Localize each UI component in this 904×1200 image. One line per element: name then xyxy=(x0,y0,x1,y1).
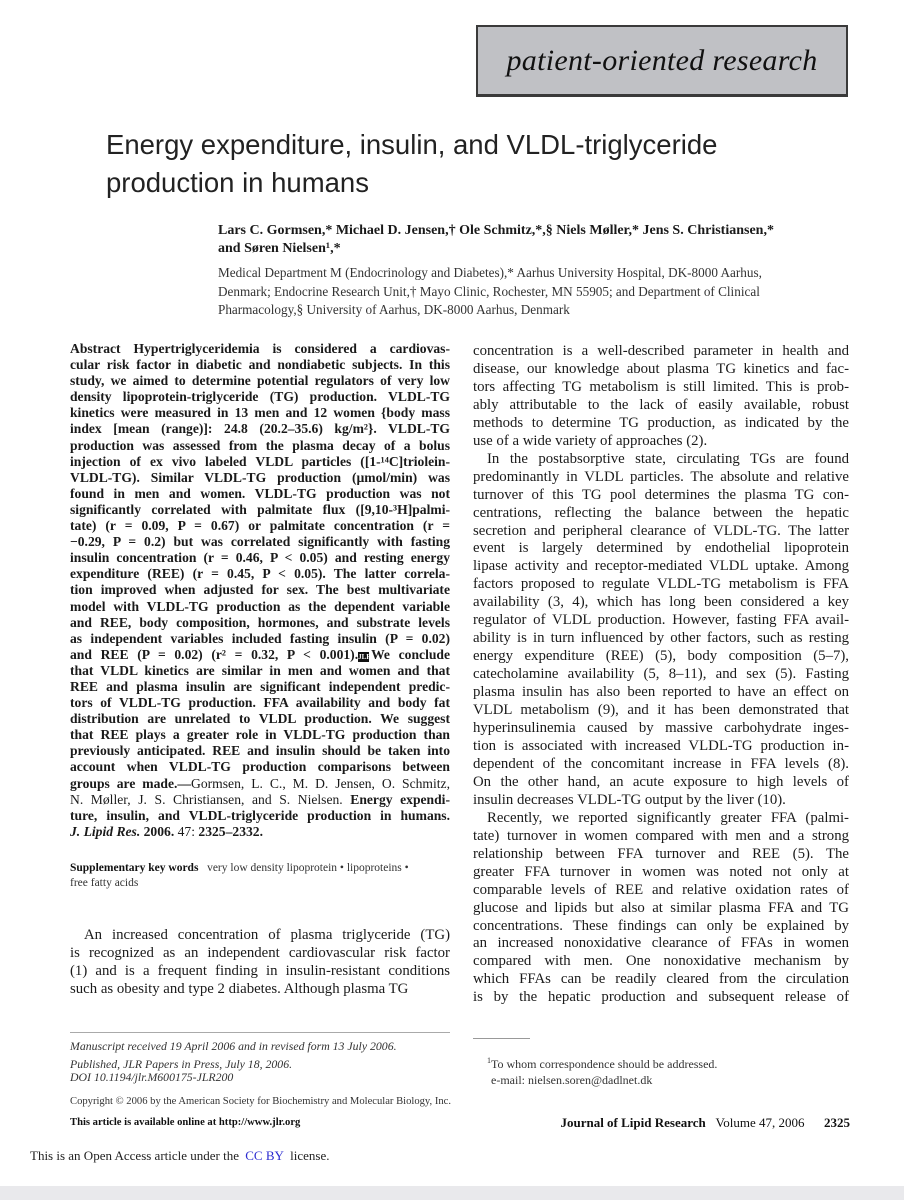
text-line: insulin concentration (r = 0.46, P < 0.05) and resting energy xyxy=(70,550,450,566)
text-line: tion is associated with increased VLDL-TG production in- xyxy=(473,737,849,754)
text-line: VLDL-TG). Similar VLDL-TG production (µmol/min) was xyxy=(70,469,450,485)
received-note: Manuscript received 19 April 2006 and in revised form 13 July 2006. xyxy=(70,1039,397,1053)
text-line: centrations, reflecting the balance between the hepatic xyxy=(473,504,849,521)
text-line: use of a wide variety of approaches (2). xyxy=(473,432,708,449)
text-line: glucose and lipids but also at similar plasma FFA and TG xyxy=(473,899,849,916)
text-line: significantly correlated with palmitate flux ([9,10-³H]palmi- xyxy=(70,501,450,517)
author-list xyxy=(218,222,858,258)
bottom-bar xyxy=(0,1186,904,1200)
text-segment: J. Lipid Res. xyxy=(70,823,141,839)
page-number: 2325 xyxy=(824,1115,850,1130)
text-line: tate) (r = 0.09, P = 0.67) or palmitate concentration (r = xyxy=(70,518,450,534)
text-line xyxy=(70,776,450,792)
text-line: injection of ex vivo labeled VLDL particles ([1-¹⁴C]triolein- xyxy=(70,453,450,469)
text-line: REE and plasma insulin are significant independent predic- xyxy=(70,678,450,694)
correspondence-footnote xyxy=(487,1053,717,1088)
text-segment: N. Møller, J. S. Christiansen, and S. Nielsen. xyxy=(70,791,351,807)
text-line: such as obesity and type 2 diabetes. Although plasma TG xyxy=(70,981,409,997)
text-line: which FFAs can be readily cleared from the circulation xyxy=(473,971,849,988)
text-line: distribution are unrelated to VLDL production. We suggest xyxy=(70,711,450,727)
text-line: relationship between FFA turnover and REE (5). The xyxy=(473,845,849,862)
jlr-supplementary-icon: JLR xyxy=(358,652,372,661)
text-segment: 2006. xyxy=(140,823,178,839)
correspondence-email[interactable]: e-mail: nielsen.soren@dadlnet.dk xyxy=(491,1073,653,1087)
text-line: concentrations. These findings can only be explained by xyxy=(473,917,849,934)
text-line: previously anticipated. REE and insulin should be taken into xyxy=(70,743,450,759)
keywords-text: very low density lipoprotein • lipoproteins • xyxy=(207,862,409,874)
text-line: ably attributable to the lack of easily available, robust xyxy=(473,396,849,413)
text-line: tate) turnover in women compared with men and a strong xyxy=(473,827,849,844)
text-line: factors proposed to regulate VLDL-TG metabolism is FFA xyxy=(473,576,849,593)
text-line: comparable levels of REE and relative oxidation rates of xyxy=(473,881,849,898)
supplementary-keywords xyxy=(70,861,450,891)
title-line: Energy expenditure, insulin, and VLDL-triglyceride xyxy=(106,129,718,160)
footnote-divider xyxy=(70,1032,450,1033)
text-line: account when VLDL-TG production comparisons between xyxy=(70,759,450,775)
text-line: On the other hand, an acute exposure to high levels of xyxy=(473,773,849,790)
text-line: density lipoprotein-triglyceride (TG) production. VLDL-TG xyxy=(70,389,450,405)
text-line: plasma insulin has also been reported to have an effect on xyxy=(473,684,849,701)
text-line xyxy=(70,824,450,840)
text-line: as independent variables included fasting insulin (P = 0.02) xyxy=(70,630,450,646)
journal-volume: Volume 47, 2006 xyxy=(715,1115,805,1130)
text-line: greater FFA turnover in women was noted not only at xyxy=(473,863,849,880)
correspondence-text: To whom correspondence should be addressed. xyxy=(491,1057,718,1071)
text-line: event is largely determined by endothelial lipoprotein xyxy=(473,540,849,557)
text-line: study, we aimed to determine potential regulators of very low xyxy=(70,373,450,389)
text-line: production was assessed from the plasma decay of a bolus xyxy=(70,437,450,453)
text-line: tors of VLDL-TG production. FFA availability and body fat xyxy=(70,695,450,711)
text-line xyxy=(70,647,450,663)
text-line: dependent of the concomitant increase in FFA levels (8). xyxy=(473,755,849,772)
keywords-text: free fatty acids xyxy=(70,877,139,889)
manuscript-notes xyxy=(70,1038,460,1085)
cc-by-link[interactable]: CC BY xyxy=(245,1148,284,1163)
text-line: is recognized as an independent cardiovascular risk factor xyxy=(70,945,450,961)
right-column-text xyxy=(473,343,849,1007)
text-line: insulin decreases VLDL-TG output by the liver (10). xyxy=(473,791,786,808)
text-line: lipase activity and receptor-mediated VLDL uptake. Among xyxy=(473,558,849,575)
text-line: ture, insulin, and VLDL-triglyceride production in humans. xyxy=(70,807,450,823)
text-segment: Gormsen, L. C., M. D. Jensen, O. Schmitz, xyxy=(191,775,450,791)
keywords-label: Supplementary key words xyxy=(70,862,199,874)
text-line: secretion and peripheral clearance of VLDL-TG. The latter xyxy=(473,522,849,539)
text-line: predominantly in VLDL particles. The absolute and relative xyxy=(473,468,849,485)
text-line xyxy=(70,792,450,808)
text-line: An increased concentration of plasma triglyceride (TG) xyxy=(84,927,450,943)
footnote-divider-right xyxy=(473,1038,530,1039)
text-line: catecholamine availability (5, 8–11), and sex (5). Fasting xyxy=(473,666,849,683)
authors-line: Lars C. Gormsen,* Michael D. Jensen,† Ole Schmitz,*,§ Niels Møller,* Jens S. Christiansen,* xyxy=(218,223,774,238)
affiliation-line: Denmark; Endocrine Research Unit,† Mayo Clinic, Rochester, MN 55905; and Department of Clinical xyxy=(218,283,760,299)
journal-footer xyxy=(560,1115,850,1131)
text-line: tion improved when adjusted for sex. The best multivariate xyxy=(70,582,450,598)
text-line: compared with men. One nonoxidative mechanism by xyxy=(473,953,849,970)
open-access-text: This is an Open Access article under the xyxy=(30,1148,240,1163)
title-line: production in humans xyxy=(106,167,369,198)
text-line: is by the hepatic production and subsequent release of xyxy=(473,989,849,1006)
text-line: that VLDL kinetics are similar in men and women and that xyxy=(70,662,450,678)
text-line: regulator of VLDL production. However, fasting FFA avail- xyxy=(473,612,849,629)
doi-note[interactable]: DOI 10.1194/jlr.M600175-JLR200 xyxy=(70,1070,234,1084)
authors-line: and Søren Nielsen¹,* xyxy=(218,241,341,256)
article-title xyxy=(106,126,826,202)
text-line: methods to determine TG production, as indicated by the xyxy=(473,414,849,431)
text-segment: We conclude xyxy=(371,646,450,662)
affiliations xyxy=(218,264,858,320)
text-line: model with VLDL-TG production as the dependent variable xyxy=(70,598,450,614)
text-line: Abstract Hypertriglyceridemia is considered a cardiovas- xyxy=(70,341,450,356)
text-line: In the postabsorptive state, circulating TGs are found xyxy=(487,450,849,467)
text-line: Recently, we reported significantly greater FFA (palmi- xyxy=(487,809,849,826)
text-line: index [mean (range)]: 24.8 (20.2–35.6) kg/m²}. VLDL-TG xyxy=(70,421,450,437)
text-segment: 2325–2332. xyxy=(198,823,263,839)
section-label: patient-oriented research xyxy=(506,43,818,77)
text-line: expenditure (REE) (r = 0.45, P < 0.05). The latter correla- xyxy=(70,566,450,582)
text-line: cular risk factor in diabetic and nondiabetic subjects. In this xyxy=(70,357,450,373)
text-line: that REE plays a greater role in VLDL-TG production than xyxy=(70,727,450,743)
open-access-notice xyxy=(30,1148,330,1164)
text-line: energy expenditure (REE) (5), body composition (5–7), xyxy=(473,648,849,665)
text-line: concentration is a well-described parameter in health and xyxy=(473,343,849,359)
affiliation-line: Medical Department M (Endocrinology and Diabetes),* Aarhus University Hospital, DK-8000 Aarhus, xyxy=(218,265,762,280)
intro-paragraph xyxy=(70,926,450,998)
text-line: (1) and is a frequent finding in insulin-resistant conditions xyxy=(70,963,450,979)
footnote-mark: 1 xyxy=(487,1056,491,1065)
text-line: tors affecting TG metabolism is still limited. This is prob- xyxy=(473,378,849,395)
text-line: ability is in turn influenced by other factors, such as resting xyxy=(473,630,849,647)
text-segment: and REE (P = 0.02) (r² = 0.32, P < 0.001). xyxy=(70,646,359,662)
open-access-suffix: license. xyxy=(290,1148,330,1163)
abstract xyxy=(70,341,450,840)
published-note: Published, JLR Papers in Press, July 18, 2006. xyxy=(70,1057,293,1071)
text-line: found in men and women. VLDL-TG production was not xyxy=(70,485,450,501)
text-segment: Energy expendi- xyxy=(350,791,450,807)
text-line: kinetics were measured in 13 men and 12 women {body mass xyxy=(70,405,450,421)
text-segment: 47: xyxy=(177,823,199,839)
online-availability[interactable]: This article is available online at http://www.jlr.org xyxy=(70,1117,301,1128)
text-segment: groups are made.— xyxy=(70,775,192,791)
journal-name: Journal of Lipid Research xyxy=(560,1115,706,1130)
text-line: disease, our knowledge about plasma TG kinetics and fac- xyxy=(473,360,849,377)
text-line: availability (3, 4), which has long been considered a key xyxy=(473,594,849,611)
text-line: hyperinsulinemia caused by massive carbohydrate inges- xyxy=(473,720,849,737)
text-line: and REE, body composition, hormones, and substrate levels xyxy=(70,614,450,630)
affiliation-line: Pharmacology,§ University of Aarhus, DK-8000 Aarhus, Denmark xyxy=(218,302,570,317)
text-line: turnover of this TG pool determines the plasma TG con- xyxy=(473,486,849,503)
text-line: −0.29, P = 0.2) but was correlated significantly with fasting xyxy=(70,534,450,550)
text-line: an increased nonoxidative clearance of FFAs in women xyxy=(473,935,849,952)
section-banner xyxy=(476,25,848,97)
text-line: VLDL metabolism (9), and it has been demonstrated that xyxy=(473,702,849,719)
copyright-notice: Copyright © 2006 by the American Society for Biochemistry and Molecular Biology, Inc. xyxy=(70,1096,452,1107)
